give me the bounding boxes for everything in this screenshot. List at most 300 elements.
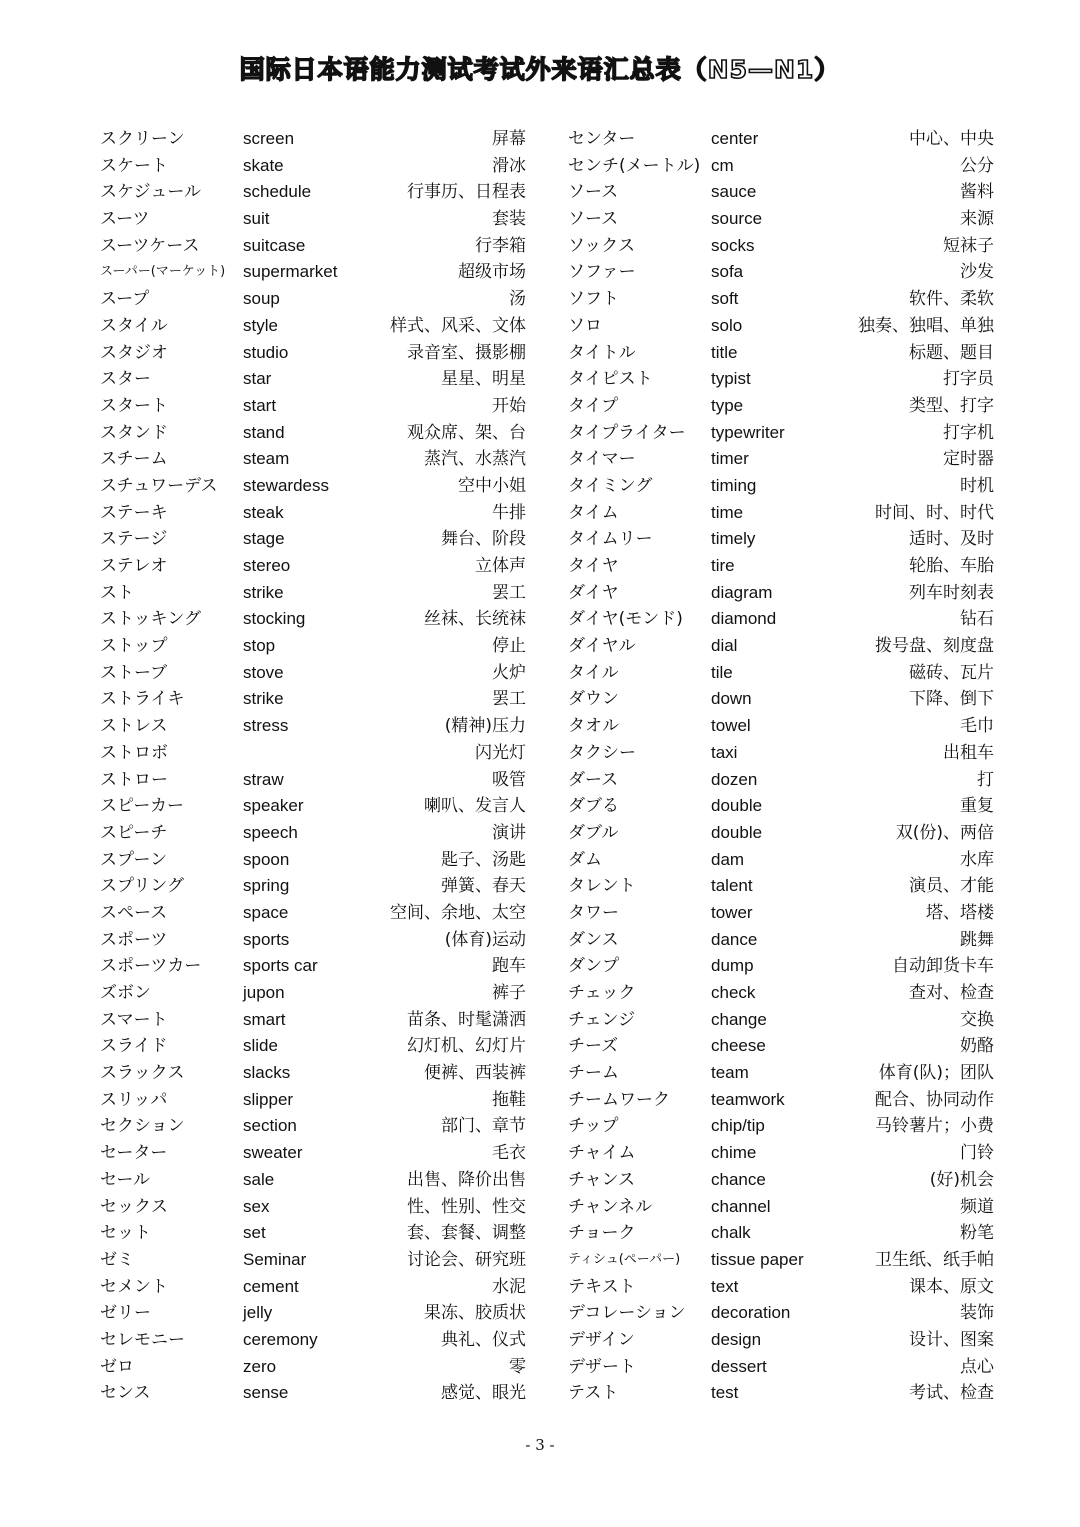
chinese-meaning: 部门、章节 [441,1116,526,1137]
katakana-word: ソース [568,209,619,230]
chinese-meaning: 星星、明星 [441,369,526,390]
chinese-meaning: 空间、余地、太空 [390,902,526,923]
english-word: tire [711,556,735,575]
english-word: change [711,1009,767,1029]
vocab-row [100,873,526,900]
vocab-row [100,980,526,1007]
chinese-meaning: 观众席、架、台 [407,422,526,443]
chinese-meaning: 毛衣 [492,1143,526,1164]
vocab-row [100,1354,526,1381]
katakana-word: タクシー [568,742,636,763]
english-word: speech [243,822,298,842]
english-word: towel [711,716,751,736]
english-word: strike [243,689,284,709]
chinese-meaning: 类型、打字 [909,395,994,416]
english-word: diagram [711,582,773,602]
katakana-word: タイル [568,662,619,683]
chinese-meaning: (体育)运动 [444,929,526,950]
chinese-meaning: 中心、中央 [909,129,994,149]
vocab-row [568,1274,994,1301]
chinese-meaning: 拖鞋 [492,1089,526,1110]
english-word: smart [243,1009,286,1029]
chinese-meaning: 行事历、日程表 [407,182,526,203]
katakana-word: セメント [100,1276,168,1297]
katakana-word: スチーム [100,449,168,470]
english-word: slide [243,1036,278,1056]
english-word: typewriter [711,422,785,442]
english-word: talent [711,876,753,896]
chinese-meaning: 软件、柔软 [909,289,994,310]
english-word: title [711,342,738,362]
vocab-row [568,1140,994,1167]
vocab-row [100,126,526,153]
vocab-row [100,927,526,954]
vocab-row [568,366,994,393]
katakana-word: ストライキ [100,689,185,710]
english-word: sale [243,1169,275,1189]
katakana-word: チャイム [568,1143,636,1164]
chinese-meaning: 磁砖、瓦片 [909,662,994,683]
vocab-row [100,1327,526,1354]
chinese-meaning: 粉笔 [960,1223,994,1244]
english-word: schedule [243,182,312,202]
katakana-word: チョーク [568,1223,636,1244]
vocab-row [100,179,526,206]
chinese-meaning: 频道 [960,1196,994,1217]
chinese-meaning: 演讲 [492,822,526,843]
katakana-word: スタイル [100,315,168,336]
katakana-word: スポーツ [100,929,168,950]
vocab-row [100,767,526,794]
katakana-word: セレモニー [100,1329,185,1350]
chinese-meaning: 开始 [492,395,526,416]
english-word: stage [243,529,285,549]
vocab-row [568,1220,994,1247]
english-word: decoration [711,1303,791,1323]
chinese-meaning: 丝袜、长统袜 [424,609,526,630]
chinese-meaning: 罢工 [492,582,526,603]
chinese-meaning: 列车时刻表 [909,582,994,603]
chinese-meaning: (精神)压力 [444,716,526,737]
chinese-meaning: 舞台、阶段 [441,529,526,550]
vocab-row [568,793,994,820]
chinese-meaning: 空中小姐 [458,475,526,496]
vocab-row [568,1087,994,1114]
vocab-row [568,526,994,553]
katakana-word: タイミング [568,475,653,496]
english-word: spring [243,876,290,896]
english-word: dam [711,849,745,869]
katakana-word: ストップ [100,636,168,657]
english-word: type [711,395,744,415]
katakana-word: ステーキ [100,502,168,523]
katakana-word: ソフト [568,289,619,310]
katakana-word: ソロ [568,315,602,336]
chinese-meaning: 演员、才能 [909,876,994,897]
katakana-word: スーパー(マーケット) [100,264,226,280]
katakana-word: センス [100,1383,151,1404]
chinese-meaning: 性、性别、性交 [407,1196,526,1217]
vocab-row [568,767,994,794]
english-word: soup [243,289,280,309]
vocab-row [100,686,526,713]
katakana-word: センチ(メートル) [568,155,701,176]
english-word: steam [243,449,290,469]
english-word: soft [711,289,739,309]
katakana-word: セクション [100,1116,185,1137]
vocab-row [568,473,994,500]
katakana-word: ダム [568,849,602,870]
vocab-row [568,740,994,767]
vocab-row [100,206,526,233]
vocab-row [100,633,526,660]
vocab-row [568,206,994,233]
english-word: chalk [711,1223,751,1243]
english-word: check [711,983,756,1002]
vocab-row [568,153,994,180]
chinese-meaning: 查对、检查 [909,983,994,1003]
katakana-word: ダンス [568,929,619,950]
english-word: sense [243,1383,289,1403]
vocab-row [568,1194,994,1221]
vocab-row [100,259,526,286]
english-word: tower [711,902,753,922]
katakana-word: セール [100,1169,150,1190]
english-word: timing [711,475,757,495]
english-word: sofa [711,262,744,282]
english-word: set [243,1223,266,1243]
chinese-meaning: 跳舞 [960,929,994,950]
vocab-row [568,980,994,1007]
english-word: slipper [243,1089,294,1109]
vocab-row [100,660,526,687]
chinese-meaning: 零 [509,1356,526,1377]
chinese-meaning: 适时、及时 [909,529,994,550]
chinese-meaning: 配合、协同动作 [875,1089,994,1110]
english-word: cheese [711,1036,766,1056]
vocab-row [100,420,526,447]
vocab-row [568,606,994,633]
katakana-word: デザート [568,1356,636,1377]
katakana-word: チャンネル [568,1196,652,1217]
chinese-meaning: 打字员 [943,369,994,390]
vocab-row [100,313,526,340]
english-word: speaker [243,796,304,816]
chinese-meaning: 时机 [960,475,994,496]
chinese-meaning: 卫生纸、纸手帕 [875,1249,994,1270]
english-word: test [711,1383,739,1403]
katakana-word: チーム [568,1063,619,1084]
english-word: chance [711,1169,766,1189]
english-word: slacks [243,1063,291,1083]
katakana-word: スト [100,582,134,603]
chinese-meaning: 双(份)、两倍 [895,822,994,843]
chinese-meaning: 行李箱 [475,235,526,256]
vocab-row [100,1007,526,1034]
katakana-word: ティシュ(ペーパー) [568,1251,681,1267]
english-word: tissue paper [711,1249,804,1269]
katakana-word: スタンド [100,422,168,443]
chinese-meaning: 套、套餐、调整 [407,1223,526,1244]
katakana-word: テキスト [568,1276,636,1297]
chinese-meaning: 公分 [960,155,994,176]
katakana-word: チップ [568,1116,619,1137]
vocab-row [568,286,994,313]
katakana-word: ゼロ [100,1356,134,1377]
chinese-meaning: 滑冰 [492,155,526,176]
vocab-row [568,927,994,954]
katakana-word: ダース [568,769,619,790]
vocab-row [100,1113,526,1140]
vocab-row [568,1113,994,1140]
vocab-row [568,633,994,660]
english-word: design [711,1329,762,1349]
chinese-meaning: 拨号盘、刻度盘 [875,636,994,657]
english-word: suit [243,209,270,229]
english-word: ceremony [243,1329,318,1349]
english-word: dial [711,636,738,656]
vocab-row [100,446,526,473]
chinese-meaning: 定时器 [943,449,994,470]
vocab-row [100,953,526,980]
chinese-meaning: 毛巾 [960,716,994,737]
english-word: zero [243,1356,277,1376]
chinese-meaning: 匙子、汤匙 [441,849,526,870]
english-word: diamond [711,609,777,629]
english-word: time [711,502,744,522]
chinese-meaning: 课本、原文 [909,1276,994,1297]
katakana-word: セックス [100,1196,168,1217]
chinese-meaning: 样式、风采、文体 [390,315,526,336]
english-word: dump [711,956,754,976]
chinese-meaning: 牛排 [492,502,526,523]
katakana-word: タイム [568,502,619,523]
english-word: taxi [711,742,738,762]
english-word: space [243,902,289,922]
english-word: stand [243,422,285,442]
chinese-meaning: 沙发 [960,262,994,283]
vocab-row [100,713,526,740]
chinese-meaning: 交换 [960,1009,994,1030]
katakana-word: スーツ [100,209,150,230]
vocab-row [100,740,526,767]
vocab-row [568,1007,994,1034]
vocab-row [100,553,526,580]
chinese-meaning: 录音室、摄影棚 [407,342,526,363]
english-word: stove [243,662,284,682]
chinese-meaning: 屏幕 [492,129,526,149]
vocab-row [100,233,526,260]
chinese-meaning: 幻灯机、幻灯片 [407,1036,526,1057]
english-word: text [711,1276,739,1296]
vocab-row [568,953,994,980]
vocab-row [100,286,526,313]
english-word: cement [243,1276,299,1296]
katakana-word: チャンス [568,1169,635,1190]
katakana-word: スポーツカー [100,956,202,977]
vocab-row [568,126,994,153]
vocab-row [568,1167,994,1194]
chinese-meaning: 罢工 [492,689,526,710]
english-word: socks [711,235,755,255]
chinese-meaning: 标题、题目 [909,342,994,363]
katakana-word: ステレオ [100,556,168,576]
vocab-row [568,446,994,473]
english-word: dance [711,929,758,949]
katakana-word: タワー [568,902,619,923]
vocab-row [100,340,526,367]
vocab-row [568,1327,994,1354]
chinese-meaning: 立体声 [475,556,526,576]
english-word: studio [243,342,289,362]
chinese-meaning: 轮胎、车胎 [909,556,994,576]
katakana-word: スチュワーデス [100,475,218,496]
chinese-meaning: 门铃 [960,1143,994,1164]
english-word: teamwork [711,1089,785,1109]
english-word: strike [243,582,284,602]
english-word: chime [711,1143,757,1163]
vocab-row [100,500,526,527]
katakana-word: タイマー [568,449,636,470]
vocab-row [568,393,994,420]
chinese-meaning: 装饰 [960,1303,994,1324]
chinese-meaning: 点心 [960,1356,994,1377]
vocab-row [568,500,994,527]
katakana-word: チーズ [568,1036,619,1057]
katakana-word: デコレーション [568,1303,686,1324]
english-word: cm [711,155,734,175]
katakana-word: チェック [568,983,636,1003]
chinese-meaning: 水泥 [492,1276,526,1297]
vocab-row [568,580,994,607]
vocab-row [100,820,526,847]
chinese-meaning: (好)机会 [929,1169,994,1190]
chinese-meaning: 出售、降价出售 [407,1169,526,1190]
english-word: stress [243,716,289,736]
vocab-row [568,1033,994,1060]
katakana-word: タイムリー [568,529,653,550]
english-word: screen [243,129,295,148]
katakana-word: スケート [100,155,168,176]
chinese-meaning: 超级市场 [458,262,526,283]
english-word: dozen [711,769,758,789]
vocab-row [100,1247,526,1274]
vocab-row [100,900,526,927]
katakana-word: チェンジ [568,1009,636,1030]
vocab-row [100,1033,526,1060]
katakana-word: ダウン [568,689,619,710]
katakana-word: スクリーン [100,129,185,149]
chinese-meaning: 短袜子 [943,235,994,256]
vocab-row [100,1140,526,1167]
chinese-meaning: 典礼、仪式 [441,1329,526,1350]
chinese-meaning: 时间、时、时代 [875,502,994,523]
katakana-word: ストッキング [100,609,201,630]
english-word: double [711,822,763,842]
vocab-row [568,873,994,900]
chinese-meaning: 设计、图案 [909,1329,994,1350]
vocab-row [568,1354,994,1381]
english-word: source [711,209,763,229]
katakana-word: スプリング [100,876,184,897]
vocab-row [100,1300,526,1327]
katakana-word: スプーン [100,849,168,870]
vocab-row [100,1167,526,1194]
katakana-word: ゼミ [100,1249,134,1270]
katakana-word: ズボン [100,983,151,1003]
vocab-row [568,686,994,713]
chinese-meaning: 果冻、胶质状 [424,1303,526,1324]
katakana-word: スープ [100,289,150,310]
english-word: stop [243,636,276,656]
chinese-meaning: 出租车 [943,742,994,763]
chinese-meaning: 考试、检查 [909,1383,994,1404]
vocab-row [568,1060,994,1087]
english-word: steak [243,502,284,522]
chinese-meaning: 汤 [509,289,526,310]
page-number: - 3 - [525,1436,555,1454]
vocab-row [100,473,526,500]
english-word: jupon [243,983,285,1002]
vocab-row [100,153,526,180]
english-word: typist [711,369,751,389]
chinese-meaning: 钻石 [960,609,994,630]
english-word: sweater [243,1143,303,1163]
vocab-row [568,259,994,286]
chinese-meaning: 酱料 [960,182,994,203]
english-word: jelly [243,1303,273,1323]
katakana-word: ダイヤル [568,636,636,657]
vocab-row [568,820,994,847]
english-word: timely [711,529,756,549]
chinese-meaning: 下降、倒下 [909,689,994,710]
katakana-word: タイヤ [568,556,619,576]
katakana-word: タイプライター [568,422,686,443]
katakana-word: ダンプ [568,956,620,977]
chinese-meaning: 打 [977,769,994,790]
english-word: Seminar [243,1249,307,1269]
english-word: start [243,395,277,415]
katakana-word: スライド [100,1036,168,1057]
english-word: section [243,1116,297,1136]
vocab-row [100,526,526,553]
english-word: timer [711,449,749,469]
vocab-row [568,713,994,740]
chinese-meaning: 自动卸货卡车 [892,956,994,977]
english-word: spoon [243,849,290,869]
vocab-row [568,179,994,206]
english-word: dessert [711,1356,767,1376]
chinese-meaning: 喇叭、发言人 [424,796,526,817]
page-title: 国际日本语能力测试考试外来语汇总表（N5—N1） [239,55,841,84]
vocab-row [100,1220,526,1247]
vocab-column-left [100,126,526,1407]
vocab-row [100,606,526,633]
vocab-row [100,1194,526,1221]
vocab-row [568,847,994,874]
english-word: straw [243,769,284,789]
chinese-meaning: 弹簧、春天 [441,876,526,897]
english-word: center [711,129,759,148]
chinese-meaning: 奶酪 [960,1036,994,1057]
vocab-row [100,1274,526,1301]
vocab-row [100,847,526,874]
katakana-word: テスト [568,1383,619,1404]
english-word: solo [711,315,743,335]
english-word: stocking [243,609,306,629]
english-word: team [711,1063,749,1083]
vocab-row [100,1087,526,1114]
